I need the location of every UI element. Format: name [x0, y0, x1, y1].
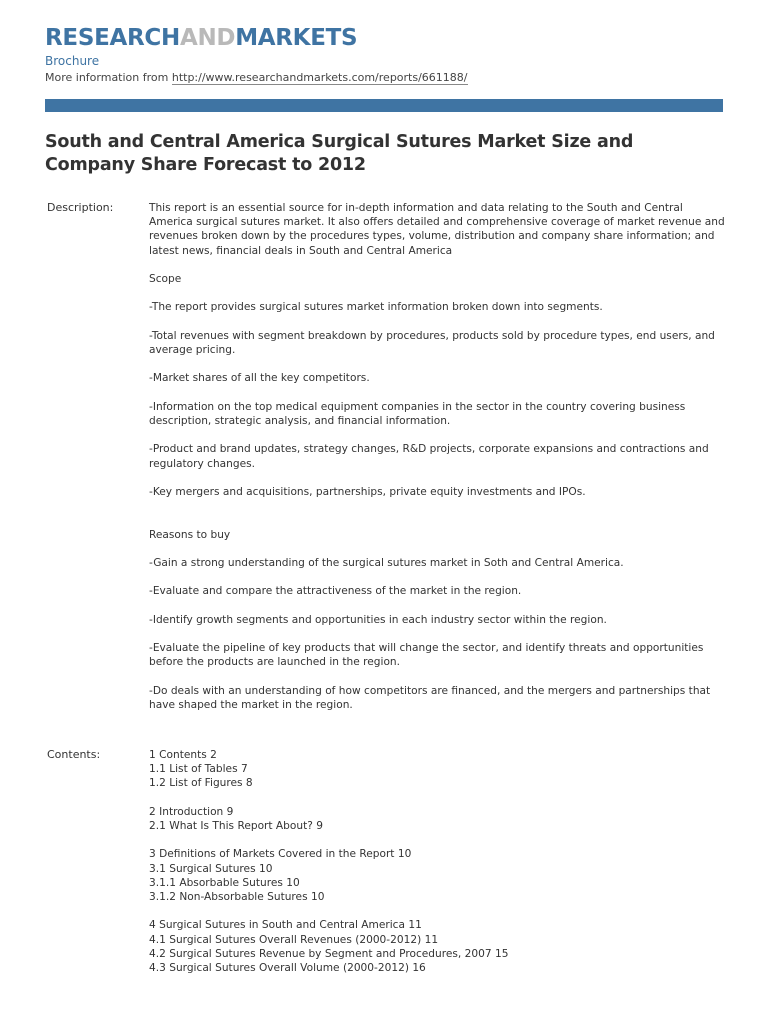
- contents-entry: 1 Contents 2: [149, 749, 217, 761]
- contents-entry: 2 Introduction 9: [149, 805, 234, 818]
- logo-and: AND: [179, 25, 236, 51]
- scope-item: -Key mergers and acquisitions, partnerships, private equity investments and IPOs.: [149, 485, 586, 498]
- description-paragraph: This report is an essential source for in-depth information and data relating to the South and Central America surgical sutures market. It also offers detailed and comprehensive coverage of market revenue and revenues broken down by the procedures types, volume, distribution and company share information; and latest news, financial deals in South and Central America: [149, 202, 725, 257]
- contents-group: [149, 748, 729, 791]
- scope-item: -The report provides surgical sutures market information broken down into segments.: [149, 301, 603, 314]
- header-bar: [45, 99, 723, 112]
- contents-entry: 4.2 Surgical Sutures Revenue by Segment and Procedures, 2007 15: [149, 947, 509, 960]
- contents-entry: 4.1 Surgical Sutures Overall Revenues (2000-2012) 11: [149, 933, 439, 946]
- contents-entry: 3.1 Surgical Sutures 10: [149, 862, 273, 875]
- contents-entry: 1.1 List of Tables 7: [149, 763, 248, 776]
- contents-group: [149, 805, 729, 833]
- logo: [45, 24, 357, 52]
- report-link[interactable]: http://www.researchandmarkets.com/reports/661188/: [171, 71, 468, 84]
- contents-group: [149, 847, 729, 904]
- more-info-prefix: More information from: [45, 71, 172, 84]
- logo-research: RESEARCH: [45, 25, 180, 51]
- reasons-heading: Reasons to buy: [149, 528, 231, 541]
- description-body: [149, 201, 729, 726]
- scope-item: -Total revenues with segment breakdown by procedures, products sold by procedure types, end users, and average pricing.: [149, 329, 715, 356]
- page-title: South and Central America Surgical Sutures Market Size and Company Share Forecast to 2012: [45, 132, 634, 175]
- reason-item: -Evaluate and compare the attractiveness of the market in the region.: [149, 585, 522, 598]
- reason-item: -Evaluate the pipeline of key products that will change the sector, and identify threats and opportunities before the products are launched in the region.: [149, 642, 704, 669]
- brochure-label: Brochure: [45, 54, 100, 68]
- scope-item: -Market shares of all the key competitors.: [149, 372, 370, 385]
- scope-item: -Product and brand updates, strategy changes, R&D projects, corporate expansions and contractions and regulatory changes.: [149, 443, 709, 470]
- scope-heading: Scope: [149, 273, 182, 285]
- contents-entry: 4 Surgical Sutures in South and Central America 11: [149, 919, 422, 932]
- scope-item: -Information on the top medical equipment companies in the sector in the country covering business description, strategic analysis, and financial information.: [149, 400, 686, 427]
- more-info-line: [45, 70, 468, 85]
- contents-entry: 3.1.1 Absorbable Sutures 10: [149, 876, 300, 889]
- contents-entry: 4.3 Surgical Sutures Overall Volume (2000-2012) 16: [149, 962, 426, 974]
- reason-item: -Gain a strong understanding of the surgical sutures market in Soth and Central America.: [149, 556, 624, 569]
- contents-group: [149, 918, 729, 975]
- reason-item: -Identify growth segments and opportunities in each industry sector within the region.: [149, 613, 607, 626]
- reason-item: -Do deals with an understanding of how competitors are financed, and the mergers and partnerships that have shaped the market in the region.: [149, 684, 711, 711]
- contents-body: [149, 748, 729, 989]
- logo-markets: MARKETS: [235, 25, 358, 51]
- contents-entry: 2.1 What Is This Report About? 9: [149, 820, 323, 832]
- contents-entry: 1.2 List of Figures 8: [149, 777, 253, 790]
- description-label: Description:: [47, 201, 114, 214]
- contents-entry: 3.1.2 Non-Absorbable Sutures 10: [149, 891, 325, 903]
- contents-entry: 3 Definitions of Markets Covered in the Report 10: [149, 848, 412, 861]
- contents-label: Contents:: [47, 748, 101, 761]
